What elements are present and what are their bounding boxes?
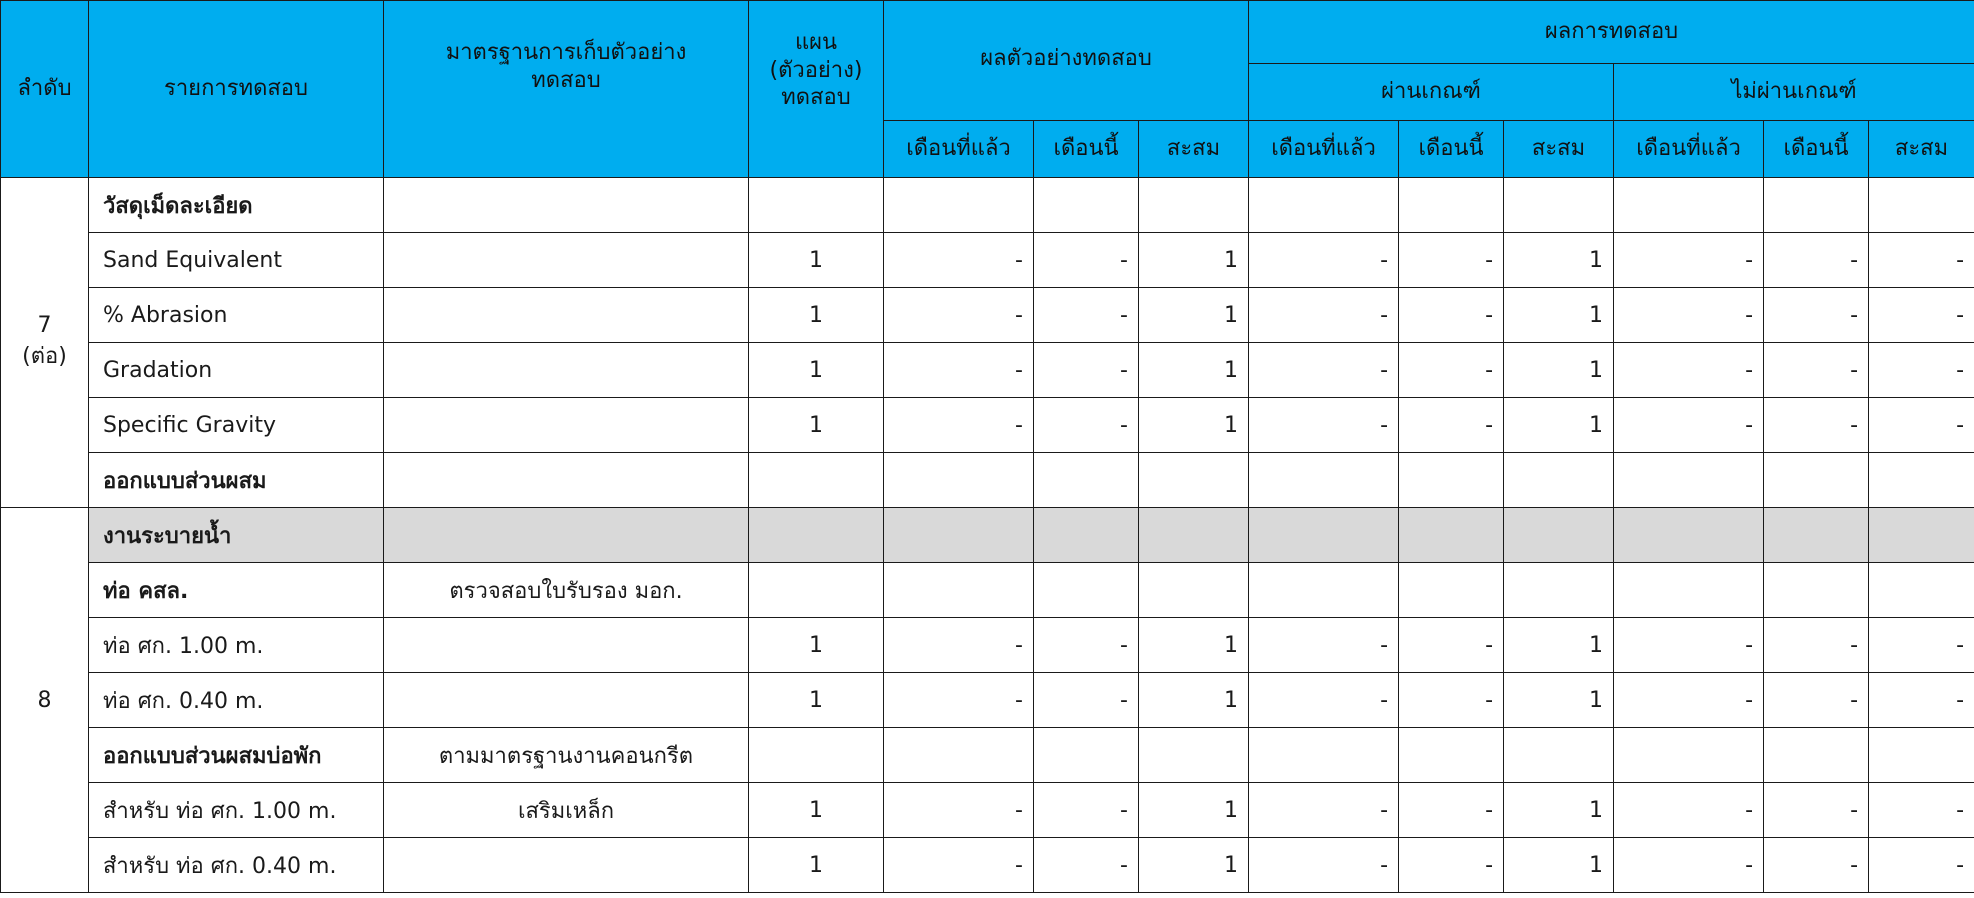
pass-this-month: - [1399,783,1504,838]
pass-cumulative [1504,178,1614,233]
header-fail-cumulative: สะสม [1869,121,1974,178]
test-item: ท่อ ศก. 1.00 m. [89,618,384,673]
sampling-standard [384,673,749,728]
fail-cumulative: - [1869,838,1974,893]
sample-this-month: - [1034,783,1139,838]
test-item: ออกแบบส่วนผสมบ่อพัก [89,728,384,783]
pass-this-month [1399,178,1504,233]
header-pass: ผ่านเกณฑ์ [1249,64,1614,121]
plan-count: 1 [749,673,884,728]
sample-cumulative [1139,563,1249,618]
test-item: % Abrasion [89,288,384,343]
plan-count [749,453,884,508]
cell [749,508,884,563]
fail-this-month [1764,178,1869,233]
sample-cumulative: 1 [1139,783,1249,838]
sample-cumulative [1139,178,1249,233]
table-body [1,178,1974,893]
test-item: วัสดุเม็ดละเอียด [89,178,384,233]
fail-cumulative: - [1869,783,1974,838]
sample-last-month [884,563,1034,618]
table-row [1,618,1974,673]
pass-this-month: - [1399,618,1504,673]
pass-cumulative: 1 [1504,838,1614,893]
cell [1764,508,1869,563]
cell [1504,508,1614,563]
sample-last-month: - [884,618,1034,673]
test-item: ท่อ คสล. [89,563,384,618]
plan-count [749,728,884,783]
plan-count [749,563,884,618]
header-sample-this-month: เดือนนี้ [1034,121,1139,178]
sampling-standard: ตรวจสอบใบรับรอง มอก. [384,563,749,618]
sample-cumulative: 1 [1139,838,1249,893]
cell [1249,508,1399,563]
header-fail-this-month: เดือนนี้ [1764,121,1869,178]
table-row [1,728,1974,783]
plan-count: 1 [749,838,884,893]
sample-last-month [884,178,1034,233]
row-number: 7 [37,312,52,338]
sample-cumulative [1139,453,1249,508]
fail-cumulative: - [1869,288,1974,343]
fail-cumulative: - [1869,343,1974,398]
header-fail: ไม่ผ่านเกณฑ์ [1614,64,1974,121]
sample-last-month: - [884,288,1034,343]
sample-cumulative: 1 [1139,233,1249,288]
fail-last-month: - [1614,838,1764,893]
sample-this-month: - [1034,673,1139,728]
pass-last-month: - [1249,783,1399,838]
sample-cumulative: 1 [1139,288,1249,343]
header-standard: มาตรฐานการเก็บตัวอย่าง ทดสอบ [384,1,749,178]
table-row [1,563,1974,618]
fail-last-month [1614,728,1764,783]
sample-cumulative: 1 [1139,343,1249,398]
table-row [1,178,1974,233]
table-row [1,398,1974,453]
header-test-results: ผลการทดสอบ [1249,1,1974,64]
fail-this-month [1764,453,1869,508]
sampling-standard [384,453,749,508]
fail-this-month: - [1764,398,1869,453]
pass-this-month: - [1399,398,1504,453]
plan-count: 1 [749,783,884,838]
sample-this-month: - [1034,618,1139,673]
sample-this-month: - [1034,233,1139,288]
plan-count: 1 [749,343,884,398]
sample-this-month: - [1034,398,1139,453]
sample-this-month [1034,453,1139,508]
fail-this-month: - [1764,288,1869,343]
fail-this-month: - [1764,673,1869,728]
sampling-standard [384,343,749,398]
pass-cumulative: 1 [1504,783,1614,838]
pass-last-month [1249,728,1399,783]
table-row [1,233,1974,288]
fail-this-month: - [1764,838,1869,893]
pass-last-month: - [1249,343,1399,398]
pass-this-month: - [1399,673,1504,728]
test-item: สำหรับ ท่อ ศก. 1.00 m. [89,783,384,838]
table-header [1,1,1974,178]
fail-last-month: - [1614,618,1764,673]
sample-last-month: - [884,233,1034,288]
plan-count: 1 [749,618,884,673]
cell [384,508,749,563]
pass-last-month: - [1249,618,1399,673]
fail-last-month [1614,178,1764,233]
test-item: ออกแบบส่วนผสม [89,453,384,508]
pass-last-month [1249,563,1399,618]
sample-last-month: - [884,783,1034,838]
fail-cumulative [1869,453,1974,508]
sample-this-month: - [1034,343,1139,398]
fail-last-month: - [1614,783,1764,838]
fail-last-month: - [1614,398,1764,453]
sampling-standard [384,618,749,673]
sample-this-month: - [1034,288,1139,343]
sample-this-month [1034,178,1139,233]
pass-last-month: - [1249,233,1399,288]
sample-this-month: - [1034,838,1139,893]
pass-this-month: - [1399,233,1504,288]
pass-cumulative: 1 [1504,618,1614,673]
cell [1869,508,1974,563]
fail-last-month: - [1614,233,1764,288]
pass-last-month: - [1249,673,1399,728]
fail-cumulative [1869,563,1974,618]
header-fail-last-month: เดือนที่แล้ว [1614,121,1764,178]
pass-this-month [1399,563,1504,618]
sampling-standard [384,288,749,343]
fail-this-month: - [1764,233,1869,288]
fail-this-month: - [1764,343,1869,398]
header-item: รายการทดสอบ [89,1,384,178]
sample-last-month: - [884,343,1034,398]
section-title: งานระบายน้ำ [89,508,384,563]
cell [1399,508,1504,563]
table-row [1,288,1974,343]
sample-cumulative: 1 [1139,673,1249,728]
test-item: สำหรับ ท่อ ศก. 0.40 m. [89,838,384,893]
pass-last-month: - [1249,838,1399,893]
header-sample-cumulative: สะสม [1139,121,1249,178]
pass-cumulative [1504,563,1614,618]
fail-cumulative: - [1869,618,1974,673]
cell [1034,508,1139,563]
pass-this-month [1399,453,1504,508]
sample-last-month: - [884,398,1034,453]
sample-this-month [1034,728,1139,783]
pass-this-month: - [1399,838,1504,893]
header-pass-this-month: เดือนนี้ [1399,121,1504,178]
sampling-standard [384,178,749,233]
header-sample-last-month: เดือนที่แล้ว [884,121,1034,178]
pass-cumulative: 1 [1504,398,1614,453]
section-row-drainage [1,508,1974,563]
table-row [1,783,1974,838]
fail-cumulative [1869,728,1974,783]
plan-count: 1 [749,288,884,343]
fail-last-month: - [1614,288,1764,343]
fail-this-month [1764,563,1869,618]
sample-last-month [884,453,1034,508]
plan-count [749,178,884,233]
pass-last-month [1249,453,1399,508]
pass-this-month: - [1399,288,1504,343]
table-row [1,453,1974,508]
sample-cumulative [1139,728,1249,783]
fail-cumulative: - [1869,233,1974,288]
header-sample-results: ผลตัวอย่างทดสอบ [884,1,1249,121]
pass-cumulative: 1 [1504,343,1614,398]
fail-this-month: - [1764,618,1869,673]
fail-this-month: - [1764,783,1869,838]
pass-cumulative: 1 [1504,288,1614,343]
cell [1614,508,1764,563]
pass-last-month: - [1249,398,1399,453]
test-item: Gradation [89,343,384,398]
plan-count: 1 [749,398,884,453]
pass-this-month: - [1399,343,1504,398]
sampling-standard: ตามมาตรฐานงานคอนกรีต [384,728,749,783]
pass-cumulative: 1 [1504,233,1614,288]
fail-last-month: - [1614,673,1764,728]
header-pass-last-month: เดือนที่แล้ว [1249,121,1399,178]
header-no: ลำดับ [1,1,89,178]
table-row [1,343,1974,398]
fail-this-month [1764,728,1869,783]
pass-this-month [1399,728,1504,783]
cell [884,508,1034,563]
row-number-sub: (ต่อ) [22,343,67,369]
cell [1139,508,1249,563]
sampling-standard [384,398,749,453]
sample-last-month: - [884,838,1034,893]
pass-cumulative: 1 [1504,673,1614,728]
fail-cumulative [1869,178,1974,233]
header-pass-cumulative: สะสม [1504,121,1614,178]
sample-this-month [1034,563,1139,618]
table-row [1,673,1974,728]
header-plan: แผน (ตัวอย่าง) ทดสอบ [749,1,884,178]
table-row [1,838,1974,893]
sample-last-month [884,728,1034,783]
pass-cumulative [1504,453,1614,508]
test-item: ท่อ ศก. 0.40 m. [89,673,384,728]
fail-last-month: - [1614,343,1764,398]
fail-last-month [1614,453,1764,508]
sampling-standard [384,838,749,893]
test-item: Specific Gravity [89,398,384,453]
sample-cumulative: 1 [1139,618,1249,673]
sample-last-month: - [884,673,1034,728]
pass-last-month [1249,178,1399,233]
row-number-8 [1,508,89,893]
pass-last-month: - [1249,288,1399,343]
sample-cumulative: 1 [1139,398,1249,453]
sampling-standard [384,233,749,288]
fail-cumulative: - [1869,398,1974,453]
sampling-standard: เสริมเหล็ก [384,783,749,838]
test-item: Sand Equivalent [89,233,384,288]
plan-count: 1 [749,233,884,288]
pass-cumulative [1504,728,1614,783]
row-number: 8 [37,687,52,713]
fail-last-month [1614,563,1764,618]
fail-cumulative: - [1869,673,1974,728]
row-number-7 [1,178,89,508]
